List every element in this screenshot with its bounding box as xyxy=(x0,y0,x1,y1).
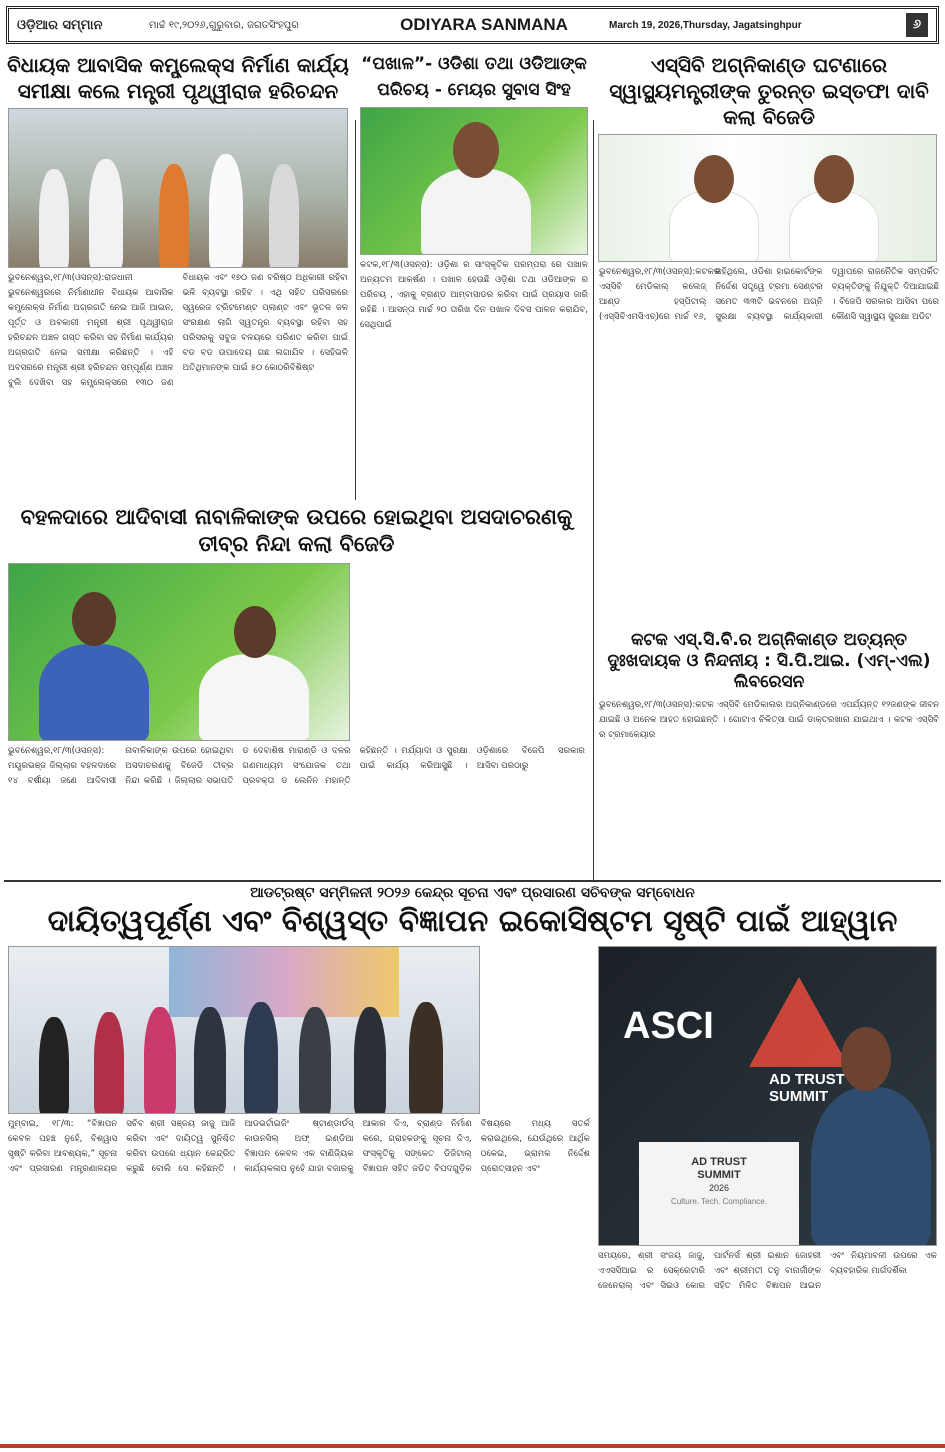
bottom-rule xyxy=(0,1444,945,1448)
headline-2: “ପଖାଳ”- ଓଡିଶା ତଥା ଓଡିଆଙ୍କ ପରିଚୟ - ମେୟର ସୁବାସ ସିଂହ xyxy=(361,54,587,100)
article-2-body: କଟକ,୧୮/୩(ଓସନ୍ସ): ଓଡ଼ିଶା ର ସାଂସ୍କୃତିକ ପରମ୍ପରା ରେ ପଖାଳ ଅନ୍ୟତମ ଆକର୍ଷଣ । ପଖାଳ ହେଉଛି ଓଡ଼ିଶା ତଥା ଓଡିଆଙ୍କ ର ପରିଚୟ , ଏହାକୁ ବ୍ରାଣ୍ଡ ଆମ୍ବାସାଡର କରିବା ପାଇଁ ପ୍ରୟାସ ଜାରି ରହିଛି । ଆସନ୍ତା ମାର୍ଚ୍ଚ ୨୦ ତାରିଖ ଦିନ ପଖାଳ ଦିବସ ପାଳନ କରାଯିବ, ସେଥିପାଇଁ xyxy=(360,260,588,330)
date-odia: ମାର୍ଚ୍ଚ ୧୯,୨୦୨୬,ଗୁରୁବାର, ଜଗତସିଂହପୁର xyxy=(149,19,299,31)
feature-body: ମୁମ୍ବାଇ, ୧୮/୩: “ବିଜ୍ଞାପନ କେବଳ ପହଞ୍ଚ ନୁହେଁ, ବିଶ୍ୱାସ ସୃଷ୍ଟି କରିବା ଆବଶ୍ୟକ,” ସୂଚନା ଏବଂ ପ୍ରସାରଣ ମନ୍ତ୍ରଣାଳୟର ସଚିବ ଶ୍ରୀ ସଞ୍ଜୟ ଜାଜୁ ଆଜି କରିବା ଏବଂ ଦାୟିତ୍ୱ ସୁନିଶ୍ଚିତ କରିବା ଉପରେ ଧ୍ୟାନ କେନ୍ଦ୍ରିତ କରୁଛି ବୋଲି ସେ କହିଛନ୍ତି । ଆଡଭର୍ଟାଇଜିଂ ଷ୍ଟାଣ୍ଡାର୍ଡସ୍ କାଉନସିଲ୍ ଅଫ୍ ଇଣ୍ଡିଆ ବିଜ୍ଞାପନ କେବଳ ଏକ ବାଣିଜ୍ୟିକ କାର୍ଯ୍ୟକଳାପ ନୁହେଁ ଯାହା ବଜାରକୁ ଆକାର ଦିଏ, ବ୍ରାଣ୍ଡ ନିର୍ମାଣ କରେ, ଗ୍ରାହକଙ୍କୁ ସୂଚନା ଦିଏ, ସଂସ୍କୃତିକୁ ସଙ୍କେତ ଡିଜିଟାଲ୍ ବିଜ୍ଞାପନ ସହିତ ଜଡିତ ବିପଦଗୁଡ଼ିକ ବିଷୟରେ ମଧ୍ୟ ସତର୍କ କରାଇଥିଲେ, ଯେଉଁଥିରେ ଆର୍ଥିକ ଠକେଇ, ଭ୍ରାମକ ନିର୍ଦ୍ଦେଶ ପ୍ରୋତ୍ସାହନ ଏବଂ xyxy=(8,1119,590,1175)
page-number: ୬ xyxy=(906,13,928,37)
article-5-body: ଭୁବନେଶ୍ୱର,୧୮/୩(ଓସନ୍ସ):କଟକ ଏସ୍‌ସିବି ମେଡିକାଲର ଅଗ୍ନିକାଣ୍ଡରେ ଏପର୍ଯ୍ୟନ୍ତ ୧୨ଜଣଙ୍କ ଜୀବନ ଯାଇଛି ଓ ଅନେକ ଆହତ ହୋଇଛନ୍ତି । ଗୋଟାଏ ଚିକିତ୍ସା ପାଇଁ ଡାକ୍ତରଖାନା ଯାଇଥାଏ । କଟକ ଏସ୍‌ସିବି ର ଟ୍ରମାକେୟାର xyxy=(599,699,939,740)
article-4 xyxy=(4,504,589,878)
photo-bjd-press xyxy=(598,134,937,262)
asci-logo-text: ASCI xyxy=(623,1005,714,1048)
newspaper-title: ODIYARA SANMANA xyxy=(400,15,568,34)
feature-headline: ଦାୟିତ୍ୱପୂର୍ଣ୍ଣ ଏବଂ ବିଶ୍ୱସ୍ତ ବିଜ୍ଞାପନ ଇକୋସିଷ୍ଟମ ସୃଷ୍ଟି ପାଇଁ ଆହ୍ୱାନ xyxy=(47,904,898,940)
headline-3: ଏସ୍‌ସିବି ଅଗ୍ନିକାଣ୍ଡ ଘଟଣାରେ ସ୍ୱାସ୍ଥ୍ୟମନ୍ତ୍ରୀଙ୍କ ତୁରନ୍ତ ଇସ୍ତଫା ଦାବି କଲା ବିଜେଡି xyxy=(609,53,929,129)
headline-5: କଟକ ଏସ୍.ସି.ବି.ର ଅଗ୍ନିକାଣ୍ଡ ଅତ୍ୟନ୍ତ ଦୁଃଖଦାୟକ ଓ ନିନ୍ଦନୀୟ : ସି.ପି.ଆଇ. (ଏମ୍-ଏଲ) ଲିବରେସନ xyxy=(607,629,931,693)
date-english: March 19, 2026,Thursday, Jagatsinghpur xyxy=(609,19,802,31)
masthead xyxy=(6,6,939,44)
article-1-body: ଭୁବନେଶ୍ୱର,୧୮/୩(ଓସନ୍ସ):ରାଜଧାନୀ ଭୁବନେଶ୍ୱରରେ ନିର୍ମାଣାଧୀନ ବିଧାୟକ ଆବାସିକ କମ୍ପ୍ଲେକ୍ସ ନିର୍ମାଣ ଅଗ୍ରଗତି ନେଇ ଆଜି ଆଇନ, ପୂର୍ତ୍ତ ଓ ଅବକାରୀ ମନ୍ତ୍ରୀ ଶ୍ରୀ ପୃଥ୍ୱୀରାଜ ହରିଚନ୍ଦନ ଅଞ୍ଚଳ ଗସ୍ତ କରିବା ସହ ନିର୍ମାଣ କାର୍ଯ୍ୟର ଅଗ୍ରଗତି ନେଇ ସମୀକ୍ଷା କରିଛନ୍ତି । ଏହି ଅବସରରେ ମନ୍ତ୍ରୀ ଶ୍ରୀ ହରିଚନ୍ଦନ ସମ୍ପୂର୍ଣ୍ଣ ଅଞ୍ଚଳ ବୁଲି ଦେଖିବା ସହ କମ୍ପ୍ଲେକ୍ସରେ ୧୩୦ ଜଣ ବିଧାୟକ ଏବଂ ୧୭୦ ଜଣ ବରିଷ୍ଠ ଅଧିକାରୀ ରହିବା ଭଳି ବ୍ୟବସ୍ଥା ରହିବ । ଏଥି ସହିତ ପରିସରରେ ସ୍ୱରେଜ ଟ୍ରିଟମେଣ୍ଟ ପ୍ଲାଣ୍ଟ ଏବଂ ଭୂତଳ ଜଳ ସଂରକ୍ଷଣ ଲାଗି ସ୍ୱତନ୍ତ୍ର ବ୍ୟବସ୍ଥା ରହିବା ସହ ପରିସରକୁ ସବୁଜ ବଳୟରେ ପରିଣତ କରିବା ପାଇଁ ବଡ ବଡ ଉପାଦେୟ ଗଛ ଲଗାଯିବ । ସେହିଭଳି ଅତିଥିମାନଙ୍କ ପାଇଁ ୫୦ କୋଠରିବିଶିଷ୍ଟ xyxy=(8,273,348,388)
article-2 xyxy=(358,52,590,500)
feature-body-2: ସମୟରେ, ଶ୍ରୀ ସଂଜୟ ଜାଜୁ, ଏଏସସିଆଇ ର ସେକ୍ରେଟାରି ଜେନେରାଲ୍ ଏବଂ ସିଇଓ କୋର ପାର୍ଟନର୍ସ ଶ୍ରୀ ଇଶାନ ଜୋହରୀ ଏବଂ ଶ୍ରୀମତୀ ତନୁ ବାନାର୍ଜୀଙ୍କ ସହିତ ମିଳିତ ବିଜ୍ଞାପନ ଆଇନ ଏବଂ ନିୟମାବଳୀ ଉପରେ ଏକ ବ୍ୟବହାରିକ ମାର୍ଗଦର୍ଶିକା xyxy=(598,1251,937,1292)
lectern-year-text: 2026 xyxy=(708,1182,730,1193)
article-4-body: ଭୁବନେଶ୍ୱର,୧୮/୩(ଓସନ୍ସ): ମୟୂରଭଞ୍ଜ ଜିଲ୍ଲାର ବହଳଦାରେ ୧୪ ବର୍ଷୀୟା ଜଣେ ଆଦିବାସୀ ନାବାଳିକାଙ୍କ ଉପରେ ହୋଇଥିବା ଅସଦାଚରଣକୁ ବିଜେଡି ତୀବ୍ର ନିନ୍ଦା କରିଛି । ଜିଲ୍ଲାର ସଭାପତି ଡ ଦେବାଶିଷ ମାରାଣ୍ଡି ଓ ଦଳର ଗଣମାଧ୍ୟମ ସଂଯୋଜକ ତଥା ପ୍ରବକ୍ତା ଡ ଲେନିନ ମହାନ୍ତି କହିଛନ୍ତି । ମର୍ଯ୍ୟାଦା ଓ ସୁରକ୍ଷା ପାଇଁ କାର୍ଯ୍ୟ କରିଆସୁଛି । ଓଡ଼ିଶାରେ ବିଜେପି ସରକାର ଆସିବା ପରଠାରୁ xyxy=(8,745,585,786)
photo-asci-speaker xyxy=(598,946,937,1246)
summit-text: AD TRUST SUMMIT xyxy=(769,1071,845,1105)
article-3-column xyxy=(597,52,941,878)
article-4-body-cont xyxy=(356,563,589,741)
feature xyxy=(0,884,945,1440)
lectern-summit-text: AD TRUST SUMMIT xyxy=(691,1156,747,1182)
headline-4: ବହଳଦାରେ ଆଦିବାସୀ ନାବାଳିକାଙ୍କ ଉପରେ ହୋଇଥିବା ଅସଦାଚରଣକୁ ତୀବ୍ର ନିନ୍ଦା କଲା ବିଜେଡି xyxy=(20,505,573,557)
article-1 xyxy=(6,52,350,500)
photo-mayor xyxy=(360,107,588,255)
section-divider xyxy=(4,880,941,882)
photo-summit-launch xyxy=(8,946,480,1114)
column-divider xyxy=(593,120,594,880)
feature-body-column xyxy=(480,946,590,1114)
column-divider xyxy=(355,120,356,500)
photo-minister-inspection xyxy=(8,108,348,268)
headline-1: ବିଧାୟକ ଆବାସିକ କମ୍ପ୍ଲେକ୍ସ ନିର୍ମାଣ କାର୍ଯ୍ୟ ସମୀକ୍ଷା କଲେ ମନ୍ତ୍ରୀ ପୃଥ୍ୱୀରାଜ ହରିଚନ୍ଦନ xyxy=(7,53,349,103)
feature-kicker: ଆଡଟ୍ରଷ୍ଟ ସମ୍ମିଳନୀ ୨୦୨୬ କେନ୍ଦ୍ର ସୂଚନା ଏବଂ ପ୍ରସାରଣ ସଚିବଙ୍କ ସମ୍ବୋଧନ xyxy=(250,885,695,901)
article-3-body: ଭୁବନେଶ୍ୱର,୧୮/୩(ଓସନ୍ସ):କଟକର ଏସ୍‌ସିବି ମେଡିକାଲ୍ କଲେଜ୍ ଆଣ୍ଡ ହସ୍ପିଟାଲ୍ (ଏସ୍‌ସିବିଏମସିଏଚ୍)ରେ ମାର୍ଚ୍ଚ ୧୬, କହିଥିଲେ, ଓଡିଶା ହାଇକୋର୍ଟଙ୍କ ନିର୍ଦ୍ଦେଶ ସତ୍ତ୍ୱେ ଟ୍ରମା ସେଣ୍ଟର ସମେତ ୩୩ଟି ଭବନରେ ଅଗ୍ନି ସୁରକ୍ଷା ବ୍ୟବସ୍ଥା କାର୍ଯ୍ୟକାରୀ ଦ୍ୱାପରେ ରାଜନୈତିକ ସମ୍ପର୍କିତ ବ୍ୟକ୍ତିଙ୍କୁ ନିଯୁକ୍ତି ଦିଆଯାଇଛି । ବିଜେପି ସରକାର ଆସିବା ପରେ କୌଣସି ସ୍ୱାସ୍ଥ୍ୟ ସୁରକ୍ଷା ଅଡିଟ xyxy=(599,267,939,322)
photo-bjd-leaders xyxy=(8,563,350,741)
lectern-tagline: Culture. Tech. Compliance. xyxy=(671,1196,767,1206)
newspaper-logo: ଓଡ଼ିଆର ସମ୍ମାନ xyxy=(17,17,103,33)
